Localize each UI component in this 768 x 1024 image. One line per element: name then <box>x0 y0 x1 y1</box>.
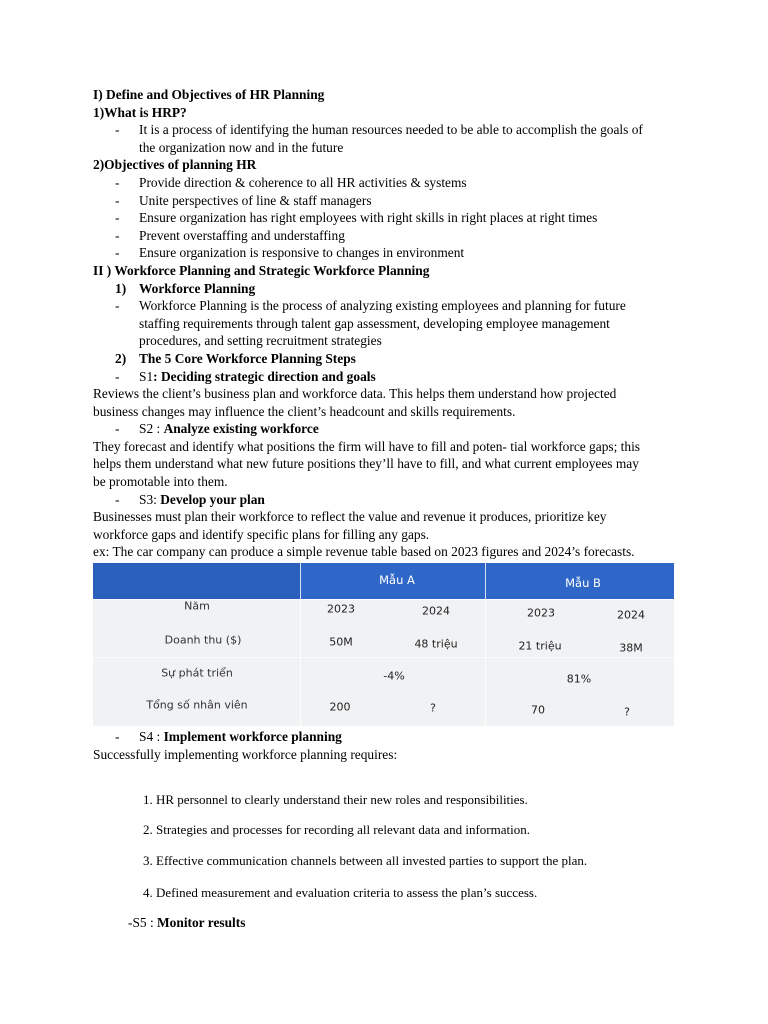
table-cell: 2023 <box>527 606 555 620</box>
paragraph-line: ex: The car company can produce a simple revenue table based on 2023 figures and 2024’s forecasts. <box>93 544 635 560</box>
group-header-a: Mẫu A <box>379 573 415 587</box>
table-cell: -4% <box>383 669 405 683</box>
numbered-heading: 1) Workforce Planning <box>115 280 256 296</box>
paragraph-line: Successfully implementing workforce planning requires: <box>93 746 398 762</box>
paragraph-line: Reviews the client’s business plan and workforce data. This helps them understand how projected <box>93 386 617 402</box>
list-item: 3. Effective communication channels between all invested parties to support the plan. <box>143 853 588 868</box>
list-item: - Ensure organization is responsive to changes in environment <box>115 245 465 261</box>
table-cell: 50M <box>329 635 353 649</box>
row-label: Tổng số nhân viên <box>146 698 248 712</box>
step-heading: - S4 : Implement workforce planning <box>115 729 342 744</box>
table-cell: 2024 <box>422 604 450 618</box>
paragraph-line: workforce gaps and identify specific plans for filling any gaps. <box>93 526 430 542</box>
numbered-heading: 2) The 5 Core Workforce Planning Steps <box>115 350 356 366</box>
subheading-objectives: 2)Objectives of planning HR <box>93 157 257 173</box>
document-body <box>93 86 683 561</box>
list-item: 4. Defined measurement and evaluation criteria to assess the plan’s success. <box>143 885 538 900</box>
step-heading: -S5 : Monitor results <box>128 915 246 930</box>
group-header-b: Mẫu B <box>565 576 601 590</box>
list-item: 2. Strategies and processes for recording all relevant data and information. <box>143 822 530 837</box>
row-label: Doanh thu ($) <box>164 633 242 647</box>
table-cell: 38M <box>619 641 643 655</box>
row-label: Sự phát triển <box>161 666 233 680</box>
list-item: - Provide direction & coherence to all HR activities & systems <box>115 174 467 190</box>
paragraph-line: They forecast and identify what positions the firm will have to fill and poten- tial workforce gaps; this <box>93 438 641 454</box>
paragraph-line: Businesses must plan their workforce to reflect the value and revenue it produces, prioritize key <box>93 509 607 525</box>
table-cell: 2023 <box>327 602 355 616</box>
table-cell: ? <box>624 705 630 719</box>
revenue-table <box>93 563 674 726</box>
table-cell: 70 <box>531 703 545 717</box>
list-item: - Unite perspectives of line & staff managers <box>115 192 372 208</box>
paragraph-line: be promotable into them. <box>93 474 228 490</box>
table-cell: ? <box>430 701 436 715</box>
list-item: - It is a process of identifying the human resources needed to be able to accomplish the goals of the organization now and in the future <box>115 122 643 155</box>
step-heading: - S3: Develop your plan <box>115 491 265 507</box>
list-item: - Workforce Planning is the process of analyzing existing employees and planning for future staffing requirements through talent gap assessment, developing employee management procedures, and setting recruitment strategies <box>115 298 626 349</box>
row-label: Năm <box>184 599 210 613</box>
table-cell: 2024 <box>617 608 645 622</box>
table-cell: 200 <box>329 700 351 714</box>
subheading-what-is-hrp: 1)What is HRP? <box>93 104 187 120</box>
table-cell: 48 triệu <box>414 637 458 651</box>
document-body-continued <box>93 728 683 763</box>
paragraph-line: business changes may influence the client’s headcount and skills requirements. <box>93 403 516 419</box>
table-cell: 21 triệu <box>518 639 562 653</box>
list-item: 1. HR personnel to clearly understand their new roles and responsibilities. <box>143 792 528 807</box>
step-heading: - S2 : Analyze existing workforce <box>115 421 319 437</box>
section-heading: II ) Workforce Planning and Strategic Workforce Planning <box>93 262 430 278</box>
list-item: - Ensure organization has right employees with right skills in right places at right times <box>115 210 598 226</box>
table-cell: 81% <box>566 672 592 686</box>
step-heading: - S1: Deciding strategic direction and goals <box>115 368 376 384</box>
list-item: - Prevent overstaffing and understaffing <box>115 227 345 243</box>
paragraph-line: helps them understand what new future positions they’ll have to fill, and what current employees may <box>93 456 639 472</box>
section-heading: I) Define and Objectives of HR Planning <box>93 87 325 102</box>
